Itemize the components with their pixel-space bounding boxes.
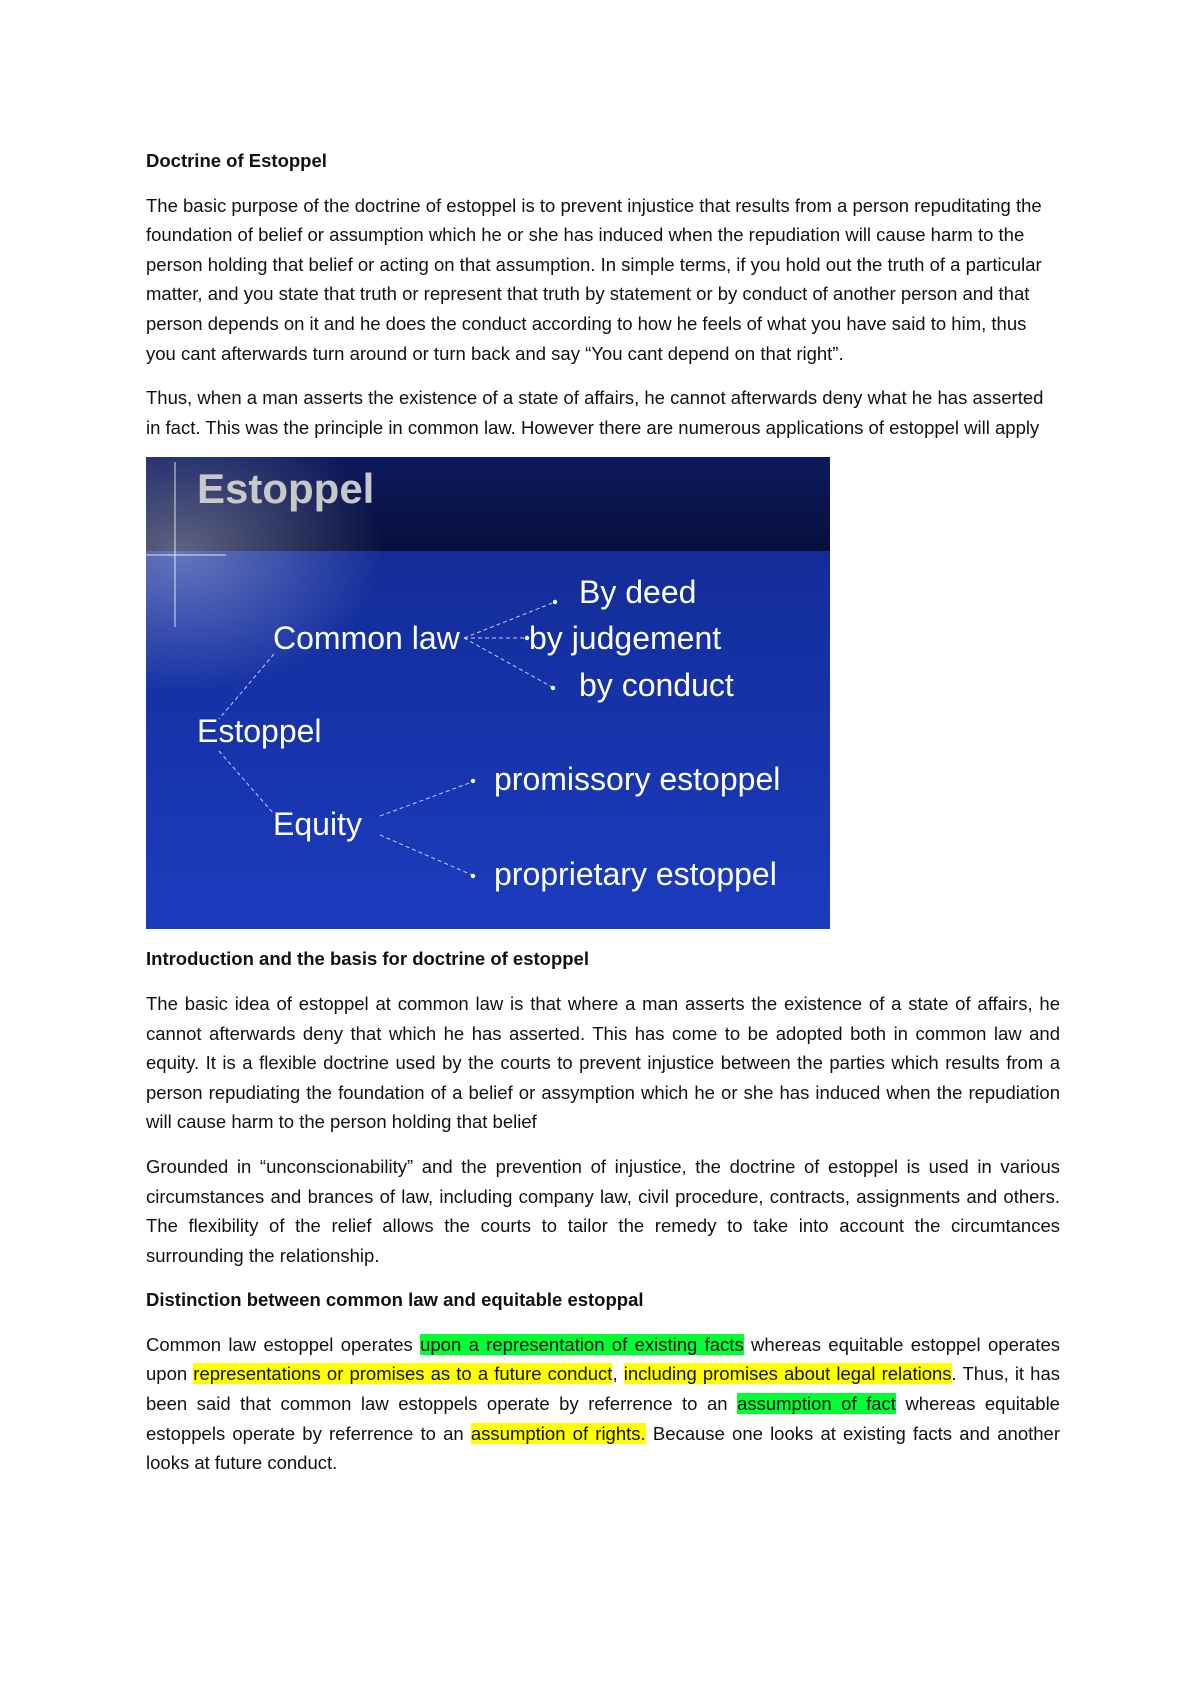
slide-title: Estoppel: [197, 465, 375, 513]
node-promissory-estoppel: promissory estoppel: [494, 761, 781, 798]
text-run: Common law estoppel operates: [146, 1333, 421, 1355]
paragraph-principle: Thus, when a man asserts the existence of a state of affairs, he cannot afterwards deny what he has asserted in fact. This was the principle in common law. However there are numerous applications of estoppel will apply: [146, 387, 1044, 438]
section-heading-introduction: Introduction and the basis for doctrine of estoppel: [146, 948, 589, 970]
section-heading-distinction: Distinction between common law and equitable estoppal: [146, 1289, 644, 1311]
highlight-future-conduct: representations or promises as to a future conduct: [193, 1363, 613, 1385]
node-common-law: Common law: [273, 620, 460, 657]
node-by-conduct: by conduct: [579, 667, 734, 704]
highlight-legal-relations: including promises about legal relations: [623, 1363, 952, 1385]
document-body: [146, 146, 1060, 1493]
text-run: Because one looks at existing facts and another looks at future conduct.: [146, 1422, 1060, 1474]
node-equity: Equity: [273, 806, 362, 843]
estoppel-slide-diagram: [146, 457, 830, 929]
text-run: whereas equitable estoppels operate by referrence to an: [146, 1393, 1060, 1444]
text-run: whereas equitable estoppel operates upon: [146, 1333, 1060, 1385]
node-proprietary-estoppel: proprietary estoppel: [494, 856, 777, 893]
paragraph-unconscionability: Grounded in “unconscionability” and the prevention of injustice, the doctrine of estoppel is used in various circumstances and brances of law, including company law, civil procedure, contracts, assignments and others. The flexibility of the relief allows the courts to tailor the remedy to take into account the circumtances surrounding the relationship.: [146, 1155, 1060, 1266]
highlight-existing-facts: upon a representation of existing facts: [420, 1333, 744, 1355]
node-by-judgement: by judgement: [529, 620, 722, 657]
text-run: ,: [612, 1363, 624, 1385]
node-estoppel-root: Estoppel: [197, 713, 322, 750]
paragraph-distinction: [146, 1330, 1060, 1478]
paragraph-purpose: The basic purpose of the doctrine of estoppel is to prevent injustice that results from a person repuditating the foundation of belief or assumption which he or she has induced when the repudiation will cause harm to the person holding that belief or acting on that assumption. In simple terms, if you hold out the truth of a particular matter, and you state that truth or represent that truth by statement or by conduct of another person and that person depends on it and he does the conduct according to how he feels of what you have said to him, thus you cant afterwards turn around or turn back and say “You cant depend on that right”.: [146, 194, 1042, 364]
node-by-deed: By deed: [579, 574, 697, 611]
highlight-assumption-of-rights: assumption of rights.: [470, 1422, 646, 1444]
highlight-assumption-of-fact: assumption of fact: [737, 1393, 896, 1415]
text-run: . Thus, it has been said that common law estoppels operate by referrence to an: [146, 1363, 1061, 1415]
document-title: Doctrine of Estoppel: [146, 150, 327, 171]
paragraph-basic-idea: The basic idea of estoppel at common law is that where a man asserts the existence of a state of affairs, he cannot afterwards deny that which he has asserted. This has come to be adopted both in common law and equity. It is a flexible doctrine used by the courts to prevent injustice between the parties which results from a person repudiating the foundation of a belief or assymption which he or she has induced when the repudiation will cause harm to the person holding that belief: [146, 992, 1060, 1133]
